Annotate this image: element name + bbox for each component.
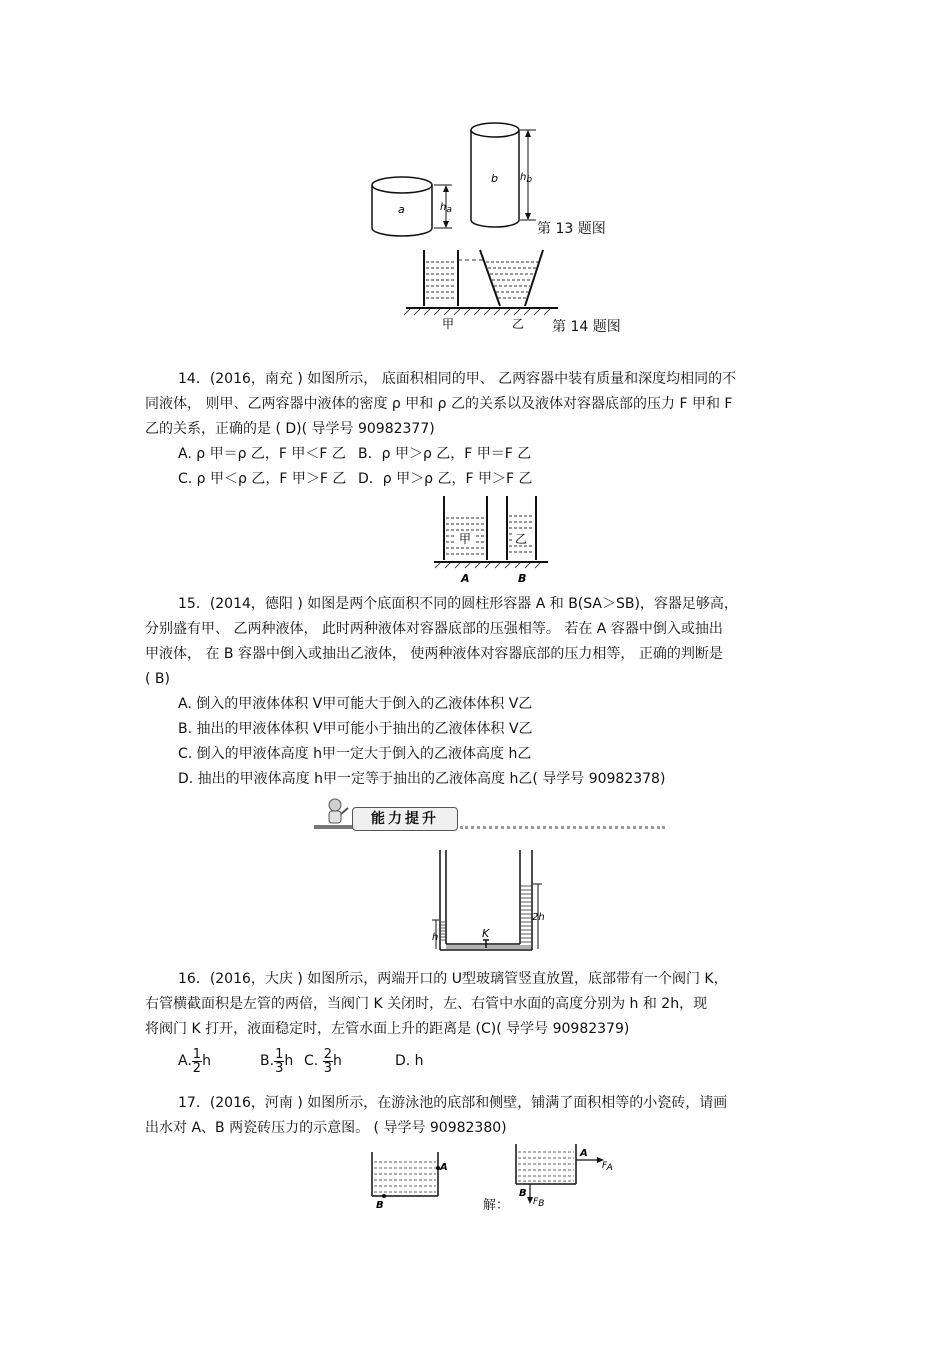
label-h: h xyxy=(432,932,439,943)
label-yi: 乙 xyxy=(512,317,525,331)
q16-option-a xyxy=(178,1046,211,1076)
label-hb-sub: b xyxy=(526,175,533,185)
q16-option-c-prefix: C. xyxy=(304,1053,319,1069)
q16-option-b-fraction xyxy=(274,1048,284,1075)
q14-option-b: B．ρ 甲＞ρ 乙，F 甲＝F 乙 xyxy=(358,446,532,462)
figure-13-cylinders xyxy=(360,118,560,238)
q16-option-b-suffix: h xyxy=(284,1053,294,1069)
q17-label-A: A xyxy=(440,1162,448,1173)
label-2h: 2h xyxy=(532,912,545,923)
q16-option-a-prefix: A. xyxy=(178,1053,192,1069)
label-yi: 乙 xyxy=(515,532,528,546)
figure-17-pool-answer xyxy=(512,1140,622,1210)
figure-14-containers xyxy=(400,248,560,333)
figure-17-pool-question xyxy=(368,1148,458,1210)
banner-dots xyxy=(460,826,665,829)
label-hb: h xyxy=(520,172,527,183)
q16-option-c-suffix: h xyxy=(332,1053,342,1069)
q17-label-B: B xyxy=(376,1200,384,1211)
q17-label-FA: F xyxy=(602,1161,607,1171)
q14-line1: 14．(2016，南充 ) 如图所示， 底面积相同的甲、 乙两容器中装有质量和深度均相同的不 xyxy=(178,371,737,387)
q16-option-b-prefix: B. xyxy=(260,1053,275,1069)
q16-option-a-fraction xyxy=(192,1048,202,1075)
label-A: A xyxy=(461,572,470,585)
q15-line1: 15．(2014，德阳 ) 如图是两个底面积不同的圆柱形容器 A 和 B(SA＞SB)，容器足够高， xyxy=(178,596,738,612)
q16-option-a-den: 2 xyxy=(192,1060,202,1076)
q17-label-FA-sub: A xyxy=(606,1163,613,1173)
q16-line1: 16．(2016，大庆 ) 如图所示，两端开口的 U型玻璃管竖直放置，底部带有一个阀门 K， xyxy=(178,971,728,987)
svg-text:FB xyxy=(533,1197,544,1209)
label-jia: 甲 xyxy=(459,532,472,546)
q14-option-a: A. ρ 甲＝ρ 乙，F 甲＜F 乙 xyxy=(178,446,346,462)
q14-option-c: C. ρ 甲＜ρ 乙，F 甲＞F 乙 xyxy=(178,471,347,487)
q15-option-c: C. 倒入的甲液体高度 h甲一定大于倒入的乙液体高度 h乙 xyxy=(178,746,532,762)
q16-option-b-num: 1 xyxy=(275,1046,284,1062)
q16-option-c xyxy=(304,1046,342,1076)
q15-line4: ( B) xyxy=(145,671,170,687)
q16-option-c-fraction xyxy=(323,1048,333,1075)
cylinder-a-top xyxy=(372,177,432,193)
q16-option-c-num: 2 xyxy=(323,1046,332,1062)
svg-text:hb xyxy=(520,172,532,185)
label-ha: h xyxy=(440,202,447,213)
section-title: 能力提升 xyxy=(352,807,458,831)
banner-base xyxy=(314,825,354,829)
q15-line2: 分别盛有甲、 乙两种液体， 此时两种液体对容器底部的压强相等。 若在 A 容器中倒入或抽出 xyxy=(145,621,723,637)
q15-line3: 甲液体， 在 B 容器中倒入或抽出乙液体， 使两种液体对容器底部的压力相等， 正确的判断是 xyxy=(145,646,723,662)
label-jia: 甲 xyxy=(442,317,455,331)
cylinder-b-top xyxy=(471,123,519,137)
label-b: b xyxy=(491,172,498,185)
figure-13-caption: 第 13 题图 xyxy=(537,221,606,237)
q16-option-b-den: 3 xyxy=(275,1060,284,1076)
q15-option-a: A. 倒入的甲液体体积 V甲可能大于倒入的乙液体体积 V乙 xyxy=(178,696,533,712)
label-a: a xyxy=(398,203,405,216)
q17-answer-label-A: A xyxy=(580,1148,588,1159)
q16-option-b xyxy=(260,1046,293,1076)
figure-14-caption: 第 14 题图 xyxy=(552,319,621,335)
mascot-icon xyxy=(320,797,350,827)
q16-option-c-den: 3 xyxy=(323,1060,332,1076)
q16-option-a-num: 1 xyxy=(192,1046,202,1062)
q17-line1: 17．(2016，河南 ) 如图所示，在游泳池的底部和侧壁，铺满了面积相等的小瓷砖，请画 xyxy=(178,1095,728,1111)
q17-label-FB-sub: B xyxy=(538,1199,545,1209)
q17-answer-label: 解： xyxy=(483,1198,510,1213)
label-B: B xyxy=(518,572,527,585)
q17-line2: 出水对 A、B 两瓷砖压力的示意图。 ( 导学号 90982380) xyxy=(145,1120,507,1136)
q16-line3: 将阀门 K 打开，液面稳定时，左管水面上升的距离是 (C)( 导学号 90982379) xyxy=(145,1021,630,1037)
label-ha-sub: a xyxy=(446,205,452,215)
q16-option-d: D. h xyxy=(395,1053,424,1069)
svg-text:ha xyxy=(440,202,452,215)
label-K: K xyxy=(482,927,490,940)
q17-label-FB: F xyxy=(533,1197,539,1207)
figure-16-u-tube xyxy=(428,848,553,956)
q16-option-a-suffix: h xyxy=(202,1053,211,1069)
q15-option-b: B. 抽出的甲液体体积 V甲可能小于抽出的乙液体体积 V乙 xyxy=(178,721,533,737)
section-banner xyxy=(312,797,667,833)
svg-text:FA xyxy=(602,1161,613,1173)
q17-answer-label-B: B xyxy=(519,1188,527,1199)
q16-line2: 右管横截面积是左管的两倍，当阀门 K 关闭时，左、右管中水面的高度分别为 h 和 2h，现 xyxy=(145,996,708,1012)
figure-15-containers xyxy=(432,494,552,586)
q15-option-d: D. 抽出的甲液体高度 h甲一定等于抽出的乙液体高度 h乙( 导学号 90982378) xyxy=(178,771,666,787)
q14-line2: 同液体， 则甲、乙两容器中液体的密度 ρ 甲和 ρ 乙的关系以及液体对容器底部的压力 F 甲和 F xyxy=(145,396,733,412)
q14-option-d: D．ρ 甲＞ρ 乙，F 甲＞F 乙 xyxy=(358,471,533,487)
q14-line3: 乙的关系，正确的是 ( D)( 导学号 90982377) xyxy=(145,421,435,437)
